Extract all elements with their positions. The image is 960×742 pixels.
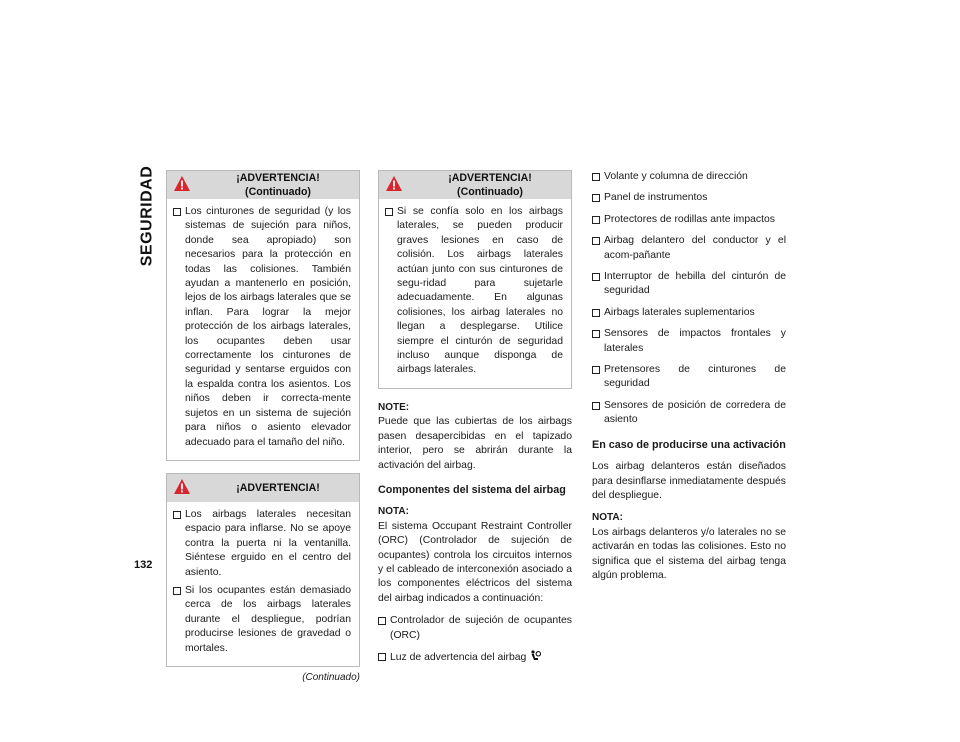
list-item bbox=[592, 270, 786, 299]
list-item-text: Protectores de rodillas ante impactos bbox=[604, 213, 775, 225]
list-item bbox=[173, 508, 351, 580]
list-item-text: Los cinturones de seguridad (y los sistemas de sujeción para niños, donde sea apropiado) son necesarios para la protección en todas las colisiones. También ayudan a mantenerlo en posición, lejos de los airbags laterales que se inflan. Para lograr la mejor protección de los airbags laterales, los ocupantes deben usar correctamente los cinturones de seguridad y sentarse erguidos con la espalda contra los asientos. Los niños deben ir correcta-mente sujetos en un sistema de sujeción para niños o asiento elevador adecuado para el tamaño del niño. bbox=[185, 206, 351, 448]
section-heading: Componentes del sistema del airbag bbox=[378, 483, 566, 496]
note-label: NOTA: bbox=[592, 512, 623, 524]
list-item-text: Panel de instrumentos bbox=[604, 192, 708, 204]
warning-header bbox=[167, 171, 359, 199]
column-1 bbox=[166, 170, 360, 685]
warning-triangle-icon bbox=[173, 175, 191, 192]
list-item-text: Airbags laterales suplementarios bbox=[604, 306, 755, 318]
list-item bbox=[378, 614, 572, 643]
warning-body bbox=[167, 502, 359, 666]
warning-header bbox=[379, 171, 571, 199]
list-item-text: Controlador de sujeción de ocupantes (ORC) bbox=[390, 615, 572, 641]
bullet-square-icon bbox=[592, 194, 600, 202]
bullet-square-icon bbox=[173, 511, 181, 519]
bullet-square-icon bbox=[592, 216, 600, 224]
warning-body bbox=[167, 199, 359, 460]
warning-title: ¡ADVERTENCIA! (Continuado) bbox=[236, 171, 320, 198]
bullet-square-icon bbox=[592, 273, 600, 281]
section-heading: En caso de producirse una activación bbox=[592, 438, 786, 451]
list-item-text: Los airbags laterales necesitan espacio para inflarse. No se apoye contra la puerta ni la ventanilla. Siéntese erguido en el centro del asiento. bbox=[185, 508, 351, 578]
list-item bbox=[592, 170, 786, 184]
paragraph: Los airbag delanteros están diseñados para desinflarse inmediatamente después del despliegue. bbox=[592, 461, 786, 501]
list-item-text: Interruptor de hebilla del cinturón de seguridad bbox=[604, 271, 786, 297]
warning-triangle-icon bbox=[173, 478, 191, 495]
page-number: 132 bbox=[134, 559, 153, 571]
note-text: Puede que las cubiertas de los airbags pasen desapercibidas en el tapizado interior, pero se abrirán durante la activación del airbag. bbox=[378, 416, 572, 471]
list-item-text: Airbag delantero del conductor y el acom-pañante bbox=[604, 235, 786, 261]
list-item bbox=[592, 306, 786, 320]
bullet-square-icon bbox=[592, 173, 600, 181]
list-item bbox=[378, 650, 572, 665]
warning-box bbox=[166, 473, 360, 667]
list-item-text: Sensores de impactos frontales y laterales bbox=[604, 328, 786, 354]
warning-body bbox=[379, 199, 571, 388]
list-item-text: Sensores de posición de corredera de asiento bbox=[604, 399, 786, 426]
bullet-square-icon bbox=[385, 208, 393, 216]
warning-title: ¡ADVERTENCIA! (Continuado) bbox=[448, 171, 532, 198]
bullet-square-icon bbox=[592, 330, 600, 338]
bullet-square-icon bbox=[592, 366, 600, 374]
bullet-square-icon bbox=[592, 309, 600, 317]
list-item-text: Si los ocupantes están demasiado cerca de los airbags laterales durante el despliegue, podrían producirse lesiones de gravedad o mortales. bbox=[185, 584, 351, 654]
note-text: Los airbags delanteros y/o laterales no se activarán en todas las colisiones. Esto no significa que el sistema del airbag tenga algún problema. bbox=[592, 526, 786, 581]
note-text: El sistema Occupant Restraint Controller (ORC) (Controlador de sujeción de ocupantes) controla los circuitos internos y el cableado de interconexión asociado a los componentes eléctricos del sistema del airbag indicados a continuación: bbox=[378, 520, 572, 604]
continued-label: (Continuado) bbox=[302, 671, 360, 683]
warning-box-continued bbox=[166, 170, 360, 461]
list-item bbox=[385, 205, 563, 378]
list-item bbox=[592, 191, 786, 205]
list-item bbox=[592, 399, 786, 428]
bullet-square-icon bbox=[592, 237, 600, 245]
warning-header bbox=[167, 474, 359, 502]
bullet-square-icon bbox=[592, 402, 600, 410]
list-item bbox=[592, 327, 786, 356]
list-item-text: Si se confía solo en los airbags laterales, se pueden producir graves lesiones en caso de colisión. Los airbags laterales actúan junto con sus cinturones de segu-ridad para sujetarle adecuadamente. En algunas colisiones, los airbag laterales no llegan a desplegarse. Utilice siempre el cinturón de seguridad incluso aunque disponga de airbags laterales. bbox=[397, 206, 563, 376]
warning-box-continued bbox=[378, 170, 572, 389]
list-item bbox=[592, 234, 786, 263]
bullet-square-icon bbox=[173, 208, 181, 216]
section-tab bbox=[134, 165, 160, 267]
list-item-text: Luz de advertencia del airbag bbox=[390, 651, 527, 663]
note-label: NOTE: bbox=[378, 401, 410, 413]
list-item bbox=[592, 363, 786, 392]
list-item bbox=[173, 584, 351, 656]
warning-title: ¡ADVERTENCIA! bbox=[236, 481, 320, 494]
column-3 bbox=[592, 170, 786, 583]
warning-triangle-icon bbox=[385, 175, 403, 192]
note-label: NOTA: bbox=[378, 506, 409, 518]
list-item bbox=[592, 213, 786, 227]
bullet-square-icon bbox=[378, 617, 386, 625]
bullet-square-icon bbox=[173, 587, 181, 595]
column-2 bbox=[378, 170, 572, 672]
bullet-square-icon bbox=[378, 653, 386, 661]
list-item bbox=[173, 205, 351, 450]
list-item-text: Pretensores de cinturones de seguridad bbox=[604, 364, 786, 390]
section-title: SEGURIDAD bbox=[138, 165, 156, 267]
airbag-warning-icon bbox=[529, 650, 541, 662]
list-item-text: Volante y columna de dirección bbox=[604, 171, 748, 182]
